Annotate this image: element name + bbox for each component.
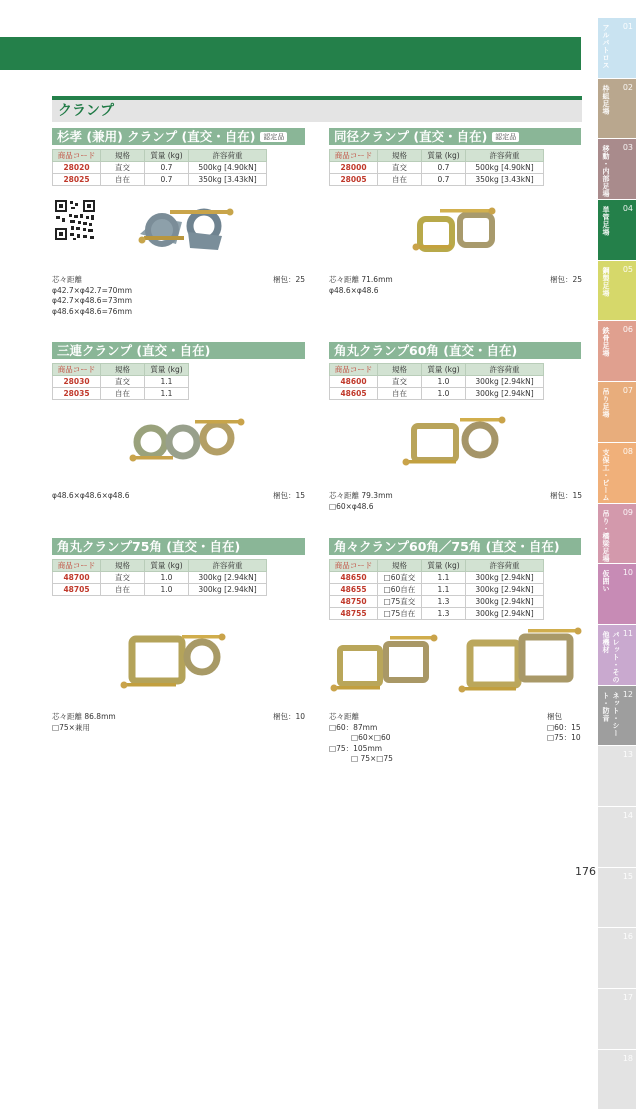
chapter-index-tabs bbox=[598, 18, 636, 1110]
note-line: φ48.6×φ48.6 bbox=[329, 285, 379, 295]
header-load: 許容荷重 bbox=[189, 560, 267, 572]
chapter-tab-number: 15 bbox=[622, 871, 633, 881]
header-code: 商品コード bbox=[330, 560, 378, 572]
product-code: 28035 bbox=[53, 388, 101, 400]
pack-line: 梱包：15 bbox=[272, 491, 305, 500]
header-weight: 質量 (kg) bbox=[422, 150, 466, 162]
chapter-tab-number: 06 bbox=[622, 325, 633, 335]
page-number: 176 bbox=[575, 865, 596, 878]
header-load: 許容荷重 bbox=[466, 560, 544, 572]
pack-line: 梱包：25 bbox=[272, 275, 305, 284]
chapter-tab[interactable] bbox=[598, 382, 636, 443]
pack-line: □60：15 bbox=[547, 722, 581, 732]
load-cell: 300kg [2.94kN] bbox=[466, 596, 544, 608]
table-row bbox=[53, 388, 189, 400]
note-line: φ48.6×φ48.6×φ48.6 bbox=[52, 491, 130, 500]
product-square-round-75-clamp bbox=[52, 538, 305, 596]
table-row bbox=[330, 584, 544, 596]
product-title: 三連クランプ (直交・自在) bbox=[52, 342, 305, 359]
table-row bbox=[330, 572, 544, 584]
note-line: □ 75×□75 bbox=[351, 754, 393, 763]
chapter-tab-label: ネット・シート・防音 bbox=[602, 691, 620, 737]
weight-cell: 1.0 bbox=[422, 388, 466, 400]
packing-info bbox=[250, 712, 305, 723]
table-row bbox=[53, 162, 267, 174]
product-code: 48700 bbox=[53, 572, 101, 584]
note-line: 芯々距離 bbox=[329, 712, 359, 721]
spec-cell: □60自在 bbox=[378, 584, 422, 596]
chapter-tab-label: 枠組足場 bbox=[602, 84, 610, 115]
header-load: 許容荷重 bbox=[466, 364, 544, 376]
chapter-tab-number: 10 bbox=[622, 568, 633, 578]
chapter-tab-number: 16 bbox=[622, 932, 633, 942]
weight-cell: 1.3 bbox=[422, 596, 466, 608]
chapter-tab-number: 03 bbox=[622, 143, 633, 153]
chapter-tab[interactable] bbox=[598, 200, 636, 261]
weight-cell: 0.7 bbox=[145, 174, 189, 186]
spec-table bbox=[329, 363, 544, 400]
spec-cell: 直交 bbox=[378, 376, 422, 388]
product-title-text: 同径クランプ (直交・自在) bbox=[334, 129, 488, 144]
clamp-photo bbox=[125, 410, 255, 470]
product-title-text: 杉孝 (兼用) クランプ (直交・自在) bbox=[57, 129, 256, 144]
product-notes bbox=[329, 712, 393, 765]
section-title-block bbox=[52, 96, 582, 122]
pack-line: 梱包：10 bbox=[272, 712, 305, 721]
product-same-diameter-clamp bbox=[329, 128, 581, 186]
header-spec: 規格 bbox=[378, 560, 422, 572]
chapter-tab[interactable] bbox=[598, 504, 636, 565]
product-code: 48600 bbox=[330, 376, 378, 388]
chapter-tab-number: 05 bbox=[622, 264, 633, 274]
spec-cell: 自在 bbox=[101, 584, 145, 596]
note-line: □75：105mm bbox=[329, 743, 383, 753]
chapter-tab-number: 07 bbox=[622, 386, 633, 396]
chapter-tab[interactable] bbox=[598, 261, 636, 322]
spec-cell: 自在 bbox=[378, 174, 422, 186]
chapter-tab-label: 吊り・橋梁足場 bbox=[602, 509, 610, 562]
table-row bbox=[330, 174, 544, 186]
product-code: 28000 bbox=[330, 162, 378, 174]
product-title bbox=[329, 128, 581, 145]
chapter-tab[interactable] bbox=[598, 1050, 636, 1110]
certified-badge: 認定品 bbox=[491, 131, 520, 143]
chapter-tab[interactable] bbox=[598, 18, 636, 79]
chapter-tab-number: 14 bbox=[622, 810, 633, 820]
table-row bbox=[330, 388, 544, 400]
header-code: 商品コード bbox=[53, 364, 101, 376]
section-title: クランプ bbox=[52, 100, 582, 122]
load-cell: 350kg [3.43kN] bbox=[189, 174, 267, 186]
chapter-tab-number: 11 bbox=[622, 628, 633, 638]
spec-table bbox=[329, 149, 544, 186]
clamp-photo bbox=[400, 410, 510, 475]
load-cell: 350kg [3.43kN] bbox=[466, 174, 544, 186]
spec-cell: 直交 bbox=[101, 376, 145, 388]
product-code: 28030 bbox=[53, 376, 101, 388]
weight-cell: 0.7 bbox=[422, 162, 466, 174]
note-line: □75×兼用 bbox=[52, 722, 90, 732]
packing-info bbox=[527, 491, 582, 502]
table-row bbox=[53, 376, 189, 388]
chapter-tab-label: 支保工・ビーム bbox=[602, 448, 610, 502]
pack-line: 梱包 bbox=[547, 712, 562, 721]
weight-cell: 1.1 bbox=[422, 572, 466, 584]
weight-cell: 1.0 bbox=[145, 572, 189, 584]
certified-badge: 認定品 bbox=[259, 131, 288, 143]
spec-table bbox=[329, 559, 544, 620]
spec-cell: 自在 bbox=[101, 388, 145, 400]
weight-cell: 1.1 bbox=[145, 388, 189, 400]
header-code: 商品コード bbox=[53, 560, 101, 572]
qr-code-icon bbox=[53, 198, 97, 242]
chapter-tab-label: 仮囲い bbox=[602, 570, 610, 593]
header-spec: 規格 bbox=[378, 364, 422, 376]
header-weight: 質量 (kg) bbox=[422, 364, 466, 376]
note-line: φ42.7×φ48.6=73mm bbox=[52, 296, 133, 305]
chapter-tab-number: 18 bbox=[622, 1053, 633, 1063]
header-weight: 質量 (kg) bbox=[145, 364, 189, 376]
table-row bbox=[330, 376, 544, 388]
packing-info bbox=[547, 712, 587, 744]
header-load: 許容荷重 bbox=[466, 150, 544, 162]
product-square-square-clamp bbox=[329, 538, 581, 620]
header-code: 商品コード bbox=[53, 150, 101, 162]
note-line: φ48.6×φ48.6=76mm bbox=[52, 306, 133, 316]
chapter-tab-label: 移動・内部足場 bbox=[602, 145, 610, 198]
product-triple-clamp bbox=[52, 342, 305, 400]
product-code: 48755 bbox=[330, 608, 378, 620]
chapter-tab-number: 13 bbox=[622, 750, 633, 760]
weight-cell: 1.1 bbox=[145, 376, 189, 388]
table-row bbox=[53, 572, 267, 584]
chapter-tab-number: 04 bbox=[622, 204, 633, 214]
weight-cell: 1.1 bbox=[422, 584, 466, 596]
spec-cell: □60直交 bbox=[378, 572, 422, 584]
packing-info bbox=[250, 491, 305, 502]
chapter-tab-number: 01 bbox=[622, 22, 633, 31]
clamp-photo bbox=[410, 205, 510, 265]
load-cell: 300kg [2.94kN] bbox=[466, 584, 544, 596]
chapter-tab[interactable] bbox=[598, 807, 636, 868]
product-square-round-60-clamp bbox=[329, 342, 581, 400]
table-row bbox=[53, 584, 267, 596]
chapter-tab-number: 17 bbox=[622, 993, 633, 1002]
product-code: 48655 bbox=[330, 584, 378, 596]
spec-cell: 直交 bbox=[378, 162, 422, 174]
chapter-tab[interactable] bbox=[598, 139, 636, 200]
spec-table bbox=[52, 363, 189, 400]
weight-cell: 1.3 bbox=[422, 608, 466, 620]
chapter-tab-label: 単管足場 bbox=[602, 206, 610, 237]
spec-cell: 自在 bbox=[378, 388, 422, 400]
header-spec: 規格 bbox=[378, 150, 422, 162]
weight-cell: 1.0 bbox=[145, 584, 189, 596]
product-title bbox=[52, 128, 305, 145]
table-row bbox=[330, 596, 544, 608]
chapter-tab[interactable] bbox=[598, 868, 636, 929]
chapter-tab-label: アルバトロス bbox=[602, 24, 610, 69]
table-row bbox=[330, 162, 544, 174]
header-load: 許容荷重 bbox=[189, 150, 267, 162]
chapter-tab-number: 12 bbox=[622, 689, 633, 699]
chapter-tab[interactable] bbox=[598, 564, 636, 625]
note-line: 芯々距離 71.6mm bbox=[329, 275, 393, 284]
note-line: □60×φ48.6 bbox=[329, 501, 374, 511]
header-spec: 規格 bbox=[101, 560, 145, 572]
clamp-photo bbox=[330, 632, 440, 702]
header-code: 商品コード bbox=[330, 150, 378, 162]
load-cell: 500kg [4.90kN] bbox=[466, 162, 544, 174]
load-cell: 500kg [4.90kN] bbox=[189, 162, 267, 174]
pack-line: 梱包：25 bbox=[549, 275, 582, 284]
table-row bbox=[53, 174, 267, 186]
weight-cell: 0.7 bbox=[422, 174, 466, 186]
spec-table bbox=[52, 559, 267, 596]
clamp-photo bbox=[130, 196, 260, 258]
chapter-tab-number: 09 bbox=[622, 507, 633, 517]
note-line: 芯々距離 79.3mm bbox=[329, 491, 393, 500]
load-cell: 300kg [2.94kN] bbox=[466, 388, 544, 400]
product-notes bbox=[329, 275, 393, 296]
header-weight: 質量 (kg) bbox=[145, 560, 189, 572]
weight-cell: 0.7 bbox=[145, 162, 189, 174]
spec-cell: 直交 bbox=[101, 162, 145, 174]
chapter-tab[interactable] bbox=[598, 686, 636, 747]
clamp-photo bbox=[120, 625, 230, 700]
product-code: 48605 bbox=[330, 388, 378, 400]
note-line: 芯々距離 bbox=[52, 275, 82, 284]
product-code: 48705 bbox=[53, 584, 101, 596]
product-code: 48650 bbox=[330, 572, 378, 584]
note-line: □60×□60 bbox=[351, 733, 391, 742]
product-notes bbox=[329, 491, 393, 512]
load-cell: 300kg [2.94kN] bbox=[189, 584, 267, 596]
chapter-tab-label: パレット・その他機材 bbox=[602, 630, 620, 684]
note-line: 芯々距離 86.8mm bbox=[52, 712, 116, 721]
product-notes bbox=[52, 491, 130, 502]
product-title: 角々クランプ60角／75角 (直交・自在) bbox=[329, 538, 581, 555]
table-row bbox=[330, 608, 544, 620]
product-code: 28005 bbox=[330, 174, 378, 186]
chapter-tab[interactable] bbox=[598, 321, 636, 382]
packing-info bbox=[250, 275, 305, 286]
chapter-tab[interactable] bbox=[598, 79, 636, 140]
product-notes bbox=[52, 275, 132, 317]
spec-cell: □75直交 bbox=[378, 596, 422, 608]
product-code: 28020 bbox=[53, 162, 101, 174]
packing-info bbox=[527, 275, 582, 286]
product-title: 角丸クランプ75角 (直交・自在) bbox=[52, 538, 305, 555]
chapter-tab-label: 鋼製足場 bbox=[602, 266, 610, 297]
load-cell: 300kg [2.94kN] bbox=[189, 572, 267, 584]
load-cell: 300kg [2.94kN] bbox=[466, 608, 544, 620]
chapter-tab-label: 吊り足場 bbox=[602, 388, 610, 419]
spec-cell: □75自在 bbox=[378, 608, 422, 620]
header-weight: 質量 (kg) bbox=[422, 560, 466, 572]
header-weight: 質量 (kg) bbox=[145, 150, 189, 162]
product-title: 角丸クランプ60角 (直交・自在) bbox=[329, 342, 581, 359]
chapter-tab-label: 鉄骨足場 bbox=[602, 327, 610, 358]
note-line: φ42.7×φ42.7=70mm bbox=[52, 285, 133, 295]
product-notes bbox=[52, 712, 116, 733]
chapter-tab[interactable] bbox=[598, 625, 636, 686]
spec-table bbox=[52, 149, 267, 186]
chapter-tab-number: 08 bbox=[622, 446, 633, 456]
weight-cell: 1.0 bbox=[422, 376, 466, 388]
load-cell: 300kg [2.94kN] bbox=[466, 572, 544, 584]
header-code: 商品コード bbox=[330, 364, 378, 376]
pack-line: □75：10 bbox=[547, 733, 581, 742]
note-line: □60：87mm bbox=[329, 722, 378, 732]
spec-cell: 直交 bbox=[101, 572, 145, 584]
clamp-photo bbox=[458, 625, 583, 700]
product-code: 28025 bbox=[53, 174, 101, 186]
load-cell: 300kg [2.94kN] bbox=[466, 376, 544, 388]
chapter-tab[interactable] bbox=[598, 989, 636, 1050]
product-code: 48750 bbox=[330, 596, 378, 608]
chapter-tab[interactable] bbox=[598, 746, 636, 807]
pack-line: 梱包：15 bbox=[549, 491, 582, 500]
chapter-tab[interactable] bbox=[598, 443, 636, 504]
chapter-tab-number: 02 bbox=[622, 82, 633, 92]
header-spec: 規格 bbox=[101, 150, 145, 162]
product-sugitaka-clamp bbox=[52, 128, 305, 186]
header-spec: 規格 bbox=[101, 364, 145, 376]
chapter-tab[interactable] bbox=[598, 928, 636, 989]
header-bar bbox=[0, 37, 581, 70]
spec-cell: 自在 bbox=[101, 174, 145, 186]
